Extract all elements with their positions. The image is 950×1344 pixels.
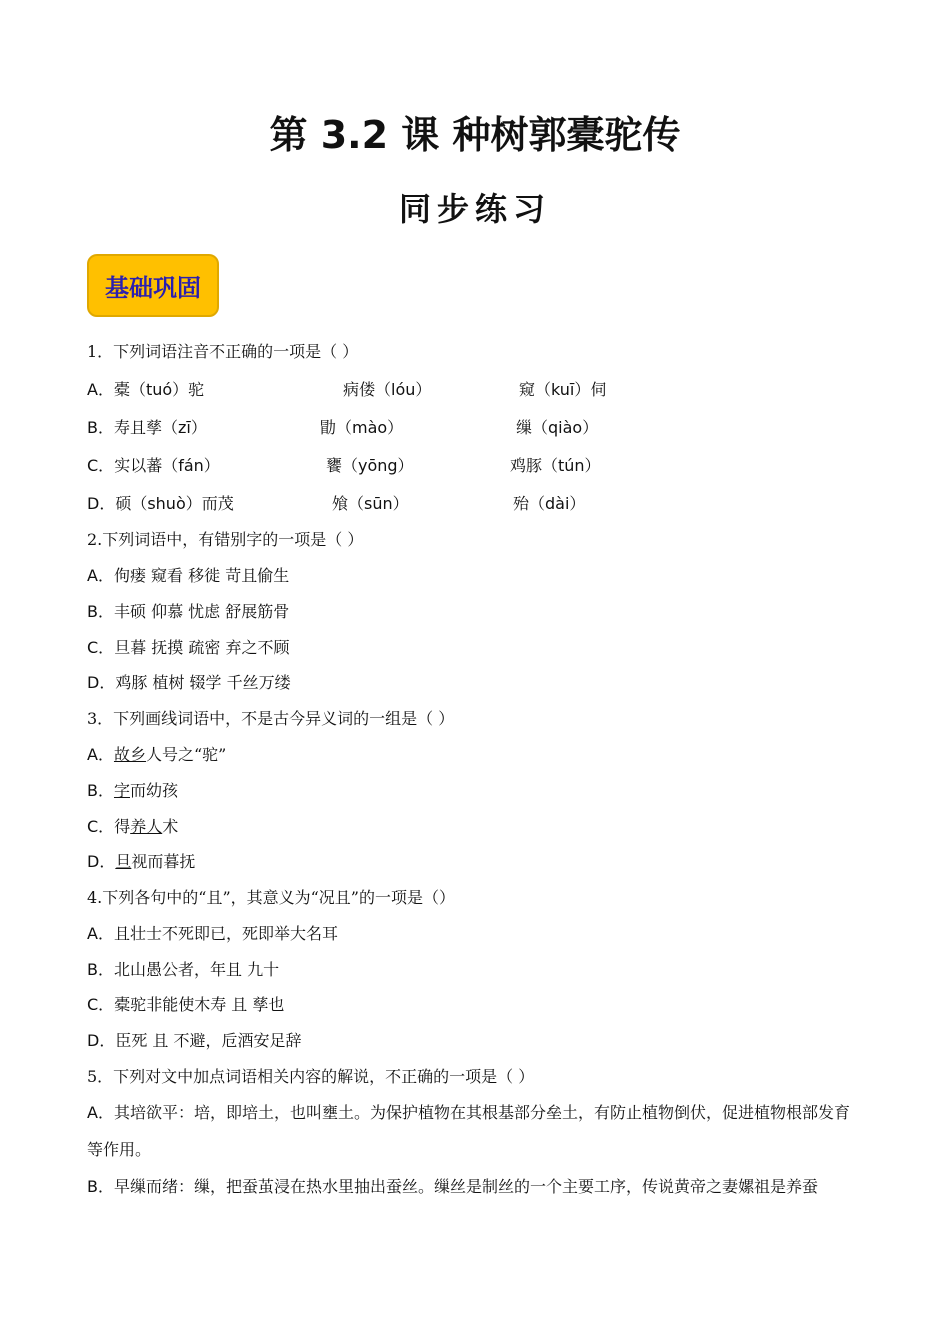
- question-1-stem: 1．下列词语注音不正确的一项是（ ）: [87, 342, 359, 361]
- option-b-col2: 勖（mào）: [320, 418, 404, 437]
- question-5-stem: 5．下列对文中加点词语相关内容的解说，不正确的一项是（ ）: [87, 1067, 535, 1086]
- option-c-col3: 鸡豚（tún）: [510, 456, 601, 475]
- q1-option-d: [87, 494, 234, 514]
- option-text: 北山愚公者，年且 九十: [113, 960, 280, 979]
- option-d-col1: 硕（shuò）而茂: [115, 494, 234, 513]
- option-text: 鸡豚 植树 辍学 千丝万缕: [115, 673, 291, 692]
- q4-option-b: [87, 960, 279, 980]
- question-4-stem: 4.下列各句中的“且”，其意义为“况且”的一项是（）: [87, 888, 455, 907]
- q2-option-d: [87, 673, 291, 693]
- q5-option-a: [87, 1094, 862, 1168]
- option-label: B．: [87, 602, 114, 621]
- option-text: 术: [162, 817, 179, 836]
- underlined-word: 旦: [115, 852, 132, 871]
- page-title: 第 3.2 课 种树郭橐驼传: [269, 113, 681, 157]
- option-d-col3: 殆（dài）: [513, 494, 586, 513]
- option-label: C．: [87, 817, 115, 836]
- q2-option-a: [87, 566, 289, 586]
- option-text: 人号之“驼”: [145, 745, 227, 764]
- option-a-col1: 橐（tuó）驼: [113, 380, 205, 399]
- option-text: 而幼孩: [130, 781, 179, 800]
- option-label: A．: [87, 1103, 114, 1122]
- option-label: C．: [87, 638, 115, 657]
- q4-option-d: [87, 1031, 302, 1051]
- option-label: D．: [87, 852, 116, 871]
- option-label: A．: [87, 566, 114, 585]
- option-text: 旦暮 抚摸 疏密 弃之不顾: [114, 638, 290, 657]
- option-label: A．: [87, 380, 114, 399]
- q3-option-d: [87, 852, 195, 872]
- option-a-col2: 病偻（lóu）: [343, 380, 432, 399]
- underlined-word: 字: [113, 781, 130, 800]
- option-d-col2: 飧（sūn）: [332, 494, 409, 513]
- option-b-col3: 缫（qiào）: [516, 418, 599, 437]
- q4-option-a: [87, 924, 338, 944]
- option-text: 视而暮抚: [131, 852, 196, 871]
- option-label: B．: [87, 781, 114, 800]
- question-2-stem: 2.下列词语中，有错别字的一项是（ ）: [87, 530, 364, 549]
- q4-option-c: [87, 995, 284, 1015]
- option-text: 早缫而绪：缫，把蚕茧浸在热水里抽出蚕丝。缫丝是制丝的一个主要工序，传说黄帝之妻嫘祖是养蚕: [113, 1177, 818, 1196]
- q2-option-c: [87, 638, 289, 658]
- q1-option-c: [87, 456, 220, 476]
- option-text: 丰硕 仰慕 忧虑 舒展筋骨: [113, 602, 290, 621]
- q1-option-b: [87, 418, 207, 438]
- q5-option-b: [87, 1168, 862, 1205]
- option-label: B．: [87, 1177, 114, 1196]
- option-text: 且壮士不死即已，死即举大名耳: [113, 924, 338, 943]
- section-badge: 基础巩固: [87, 254, 219, 317]
- option-c-col1: 实以蕃（fán）: [114, 456, 220, 475]
- option-label: C．: [87, 456, 115, 475]
- q3-option-c: [87, 817, 178, 837]
- option-label: A．: [87, 924, 114, 943]
- option-label: B．: [87, 960, 114, 979]
- option-text: 臣死 且 不避，卮酒安足辞: [115, 1031, 302, 1050]
- option-label: C．: [87, 995, 115, 1014]
- option-a-col3: 窥（kuī）伺: [519, 380, 607, 399]
- q1-option-a: [87, 380, 204, 400]
- underlined-word: 养人: [130, 817, 163, 836]
- option-label: D．: [87, 494, 116, 513]
- page-subtitle: 同步练习: [398, 190, 551, 228]
- option-text: 橐驼非能使木寿 且 孳也: [114, 995, 285, 1014]
- option-c-col2: 饔（yōng）: [326, 456, 414, 475]
- q3-option-a: [87, 745, 226, 765]
- option-b-col1: 寿且孳（zī）: [113, 418, 207, 437]
- question-3-stem: 3．下列画线词语中，不是古今异义词的一组是（ ）: [87, 709, 455, 728]
- option-label: B．: [87, 418, 114, 437]
- option-label: D．: [87, 673, 116, 692]
- option-text: 佝瘘 窥看 移徙 苛且偷生: [113, 566, 290, 585]
- q2-option-b: [87, 602, 289, 622]
- option-label: D．: [87, 1031, 116, 1050]
- underlined-word: 故乡: [113, 745, 146, 764]
- q3-option-b: [87, 781, 178, 801]
- option-text: 得: [114, 817, 131, 836]
- option-label: A．: [87, 745, 114, 764]
- option-text: 其培欲平：培，即培土，也叫壅土。为保护植物在其根基部分垒土，有防止植物倒伏，促进植物根部发育等作用。: [87, 1103, 850, 1159]
